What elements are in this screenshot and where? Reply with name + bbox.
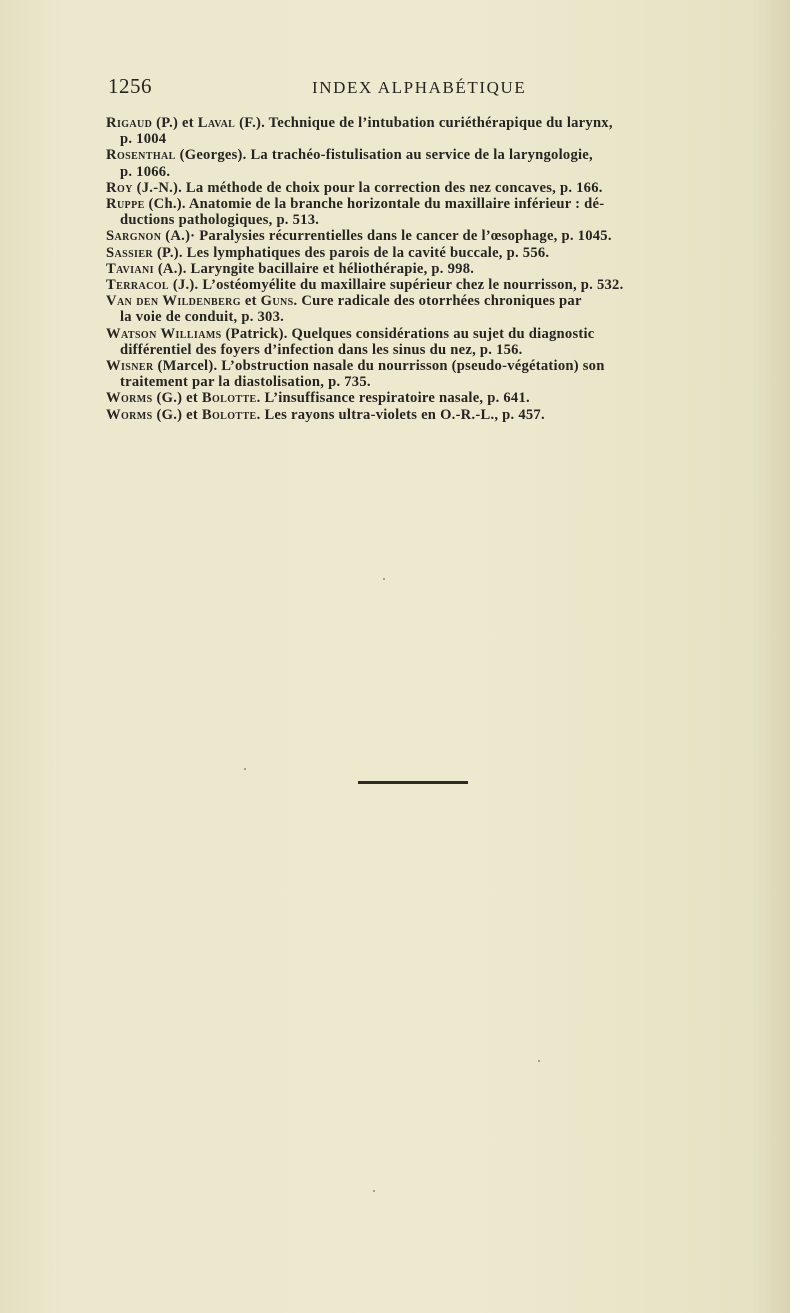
entry-text: (G.) et	[152, 406, 202, 423]
page-number: 1256	[108, 74, 152, 98]
entry-text: (P.). Les lymphatiques des parois de la cavité buccale, p. 556.	[153, 244, 550, 261]
entry-text: (Patrick). Quelques considérations au sujet du diagnostic	[221, 325, 595, 342]
running-title: INDEX ALPHABÉTIQUE	[312, 78, 527, 97]
entry-text: (F.). Technique de l’intubation curiéthérapique du larynx,	[235, 115, 613, 131]
entry-text: (G.) et	[152, 390, 202, 407]
entry-text: (Marcel). L’obstruction nasale du nourrisson (pseudo-végétation) son	[153, 358, 605, 375]
entry-text: (A.)· Paralysies récurrentielles dans le cancer de l’œsophage, p. 1045.	[161, 228, 612, 245]
end-rule	[358, 781, 468, 784]
entry-text: et	[240, 293, 261, 310]
entry-text: (J.). L’ostéomyélite du maxillaire supérieur chez le nourrisson, p. 532.	[168, 277, 624, 294]
index-entry	[106, 407, 738, 423]
entry-text: (Ch.). Anatomie de la branche horizontale du maxillaire inférieur : dé-	[144, 196, 605, 213]
author-name: Taviani	[106, 260, 154, 277]
author-name: Terracol	[106, 277, 169, 294]
index-entry	[106, 277, 738, 293]
index-entry	[106, 115, 738, 147]
entry-text: . Cure radicale des otorrhées chroniques par	[293, 293, 582, 310]
author-name: Wisner	[106, 358, 154, 375]
entry-continuation: p. 1004	[120, 131, 167, 148]
author-name: Van den Wildenberg	[106, 293, 241, 310]
entry-continuation: ductions pathologiques, p. 513.	[120, 212, 320, 229]
author-name: Roy	[106, 179, 133, 196]
entry-text: . L’insuffisance respiratoire nasale, p. 641.	[256, 390, 530, 407]
index-entry	[106, 228, 738, 244]
entry-continuation: la voie de conduit, p. 303.	[120, 309, 285, 326]
index-entry	[106, 326, 738, 358]
entry-text: (Georges). La trachéo-fistulisation au service de la laryngologie,	[175, 147, 593, 164]
paper-speck	[373, 1190, 375, 1192]
page-edge	[790, 0, 800, 1313]
index-entry	[106, 261, 738, 277]
author-name: Ruppe	[106, 196, 145, 213]
author-name: Rosenthal	[106, 147, 176, 164]
author-name: Worms	[106, 390, 153, 407]
index-entry	[106, 196, 738, 228]
author-name: Guns	[260, 293, 294, 310]
entry-continuation: différentiel des foyers d’infection dans les sinus du nez, p. 156.	[120, 341, 523, 358]
author-name: Watson Williams	[106, 325, 222, 342]
index-entry	[106, 180, 738, 196]
paper-speck	[383, 578, 385, 580]
entry-text: . Les rayons ultra-violets en O.-R.-L., p. 457.	[256, 406, 545, 423]
index-entry	[106, 390, 738, 406]
author-name: Worms	[106, 406, 153, 423]
author-name: Bolotte	[201, 390, 257, 407]
entry-text: (P.) et	[152, 115, 198, 131]
author-name: Sassier	[106, 244, 154, 261]
index-entry	[106, 147, 738, 179]
entry-continuation: p. 1066.	[120, 163, 171, 180]
index-entries	[106, 115, 738, 423]
paper-speck	[538, 1060, 540, 1062]
page-header	[108, 74, 738, 104]
author-name: Rigaud	[106, 115, 153, 131]
entry-text: (A.). Laryngite bacillaire et héliothérapie, p. 998.	[153, 260, 475, 277]
entry-text: (J.-N.). La méthode de choix pour la correction des nez concaves, p. 166.	[132, 179, 603, 196]
author-name: Sargnon	[106, 228, 162, 245]
index-entry	[106, 358, 738, 390]
author-name: Laval	[197, 115, 236, 131]
paper-speck	[244, 768, 246, 770]
entry-continuation: traitement par la diastolisation, p. 735.	[120, 374, 371, 391]
index-entry	[106, 293, 738, 325]
author-name: Bolotte	[201, 406, 257, 423]
index-entry	[106, 245, 738, 261]
